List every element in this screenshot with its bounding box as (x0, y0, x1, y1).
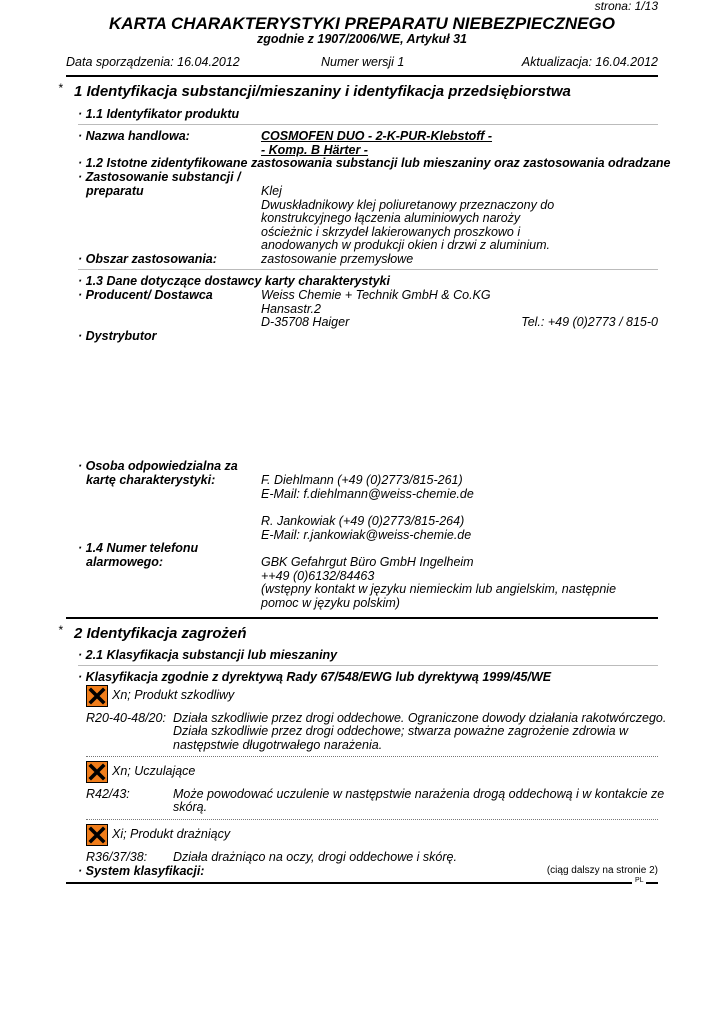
header-rule (66, 75, 658, 77)
use-value-line4: ościeżnic i skrzydeł lakierowanych proszkowo i (261, 225, 521, 239)
producer-label: · Producent/ Dostawca (78, 288, 213, 302)
distributor-label: · Dystrybutor (78, 329, 157, 343)
contact-1-email: E-Mail: f.diehlmann@weiss-chemie.de (261, 487, 474, 501)
contact-label-line2: kartę charakterystyki: (86, 473, 216, 487)
emergency-org: GBK Gefahrgut Büro GmbH Ingelheim (261, 555, 474, 569)
footer-rule-end (646, 882, 658, 884)
emergency-note-line2: pomoc w języku polskim) (261, 596, 400, 610)
risk-phrase-code: R36/37/38: (86, 850, 148, 864)
subsection-2-1: · 2.1 Klasyfikacja substancji lub mieszaniny (78, 648, 338, 662)
hazard-symbol-label: Xi; Produkt drażniący (112, 827, 231, 841)
risk-phrase-text: następstwie długotrwałego narażenia. (173, 738, 383, 752)
trade-name-line2: - Komp. B Härter - (261, 143, 368, 157)
section-changed-marker: * (58, 81, 63, 95)
area-label: · Obszar zastosowania: (78, 252, 217, 266)
language-code: PL (635, 877, 644, 884)
continued-note: (ciąg dalszy na stronie 2) (546, 865, 658, 876)
contact-1-name: F. Diehlmann (+49 (0)2773/815-261) (261, 473, 463, 487)
producer-street: Hansastr.2 (261, 302, 321, 316)
emergency-label-line1: · 1.4 Numer telefonu (78, 541, 199, 555)
harmful-x-icon (86, 761, 108, 783)
irritant-x-icon (86, 824, 108, 846)
use-label-line1: · Zastosowanie substancji / (78, 170, 241, 184)
risk-phrase-text: Działa drażniąco na oczy, drogi oddechowe i skórę. (173, 850, 457, 864)
hazard-symbol-label: Xn; Produkt szkodliwy (112, 688, 235, 702)
section-changed-marker: * (58, 623, 63, 637)
use-value-line1: Klej (261, 184, 282, 198)
document-subtitle: zgodnie z 1907/2006/WE, Artykuł 31 (256, 32, 468, 46)
risk-phrase-text: Działa szkodliwie przez drogi oddechowe; stwarza poważne zagrożenie zdrowia w (173, 724, 629, 738)
contact-2-name: R. Jankowiak (+49 (0)2773/815-264) (261, 514, 465, 528)
producer-city: D-35708 Haiger (261, 315, 350, 329)
subsection-1-2: · 1.2 Istotne zidentyfikowane zastosowania substancji lub mieszaniny oraz zastosowania odradzane (78, 156, 671, 170)
dotted-divider (86, 756, 658, 757)
risk-phrase-text: Działa szkodliwie przez drogi oddechowe. Ograniczone dowody działania rakotwórczego. (173, 711, 667, 725)
risk-phrase-text: skórą. (173, 800, 208, 814)
emergency-phone: ++49 (0)6132/84463 (261, 569, 375, 583)
area-value: zastosowanie przemysłowe (261, 252, 414, 266)
contact-label-line1: · Osoba odpowiedzialna za (78, 459, 238, 473)
section-2-title: 2 Identyfikacja zagrożeń (74, 625, 247, 642)
subsection-divider (78, 665, 658, 666)
emergency-note-line1: (wstępny kontakt w języku niemieckim lub angielskim, następnie (261, 582, 617, 596)
document-title: KARTA CHARAKTERYSTYKI PREPARATU NIEBEZPIECZNEGO (109, 14, 615, 33)
producer-name: Weiss Chemie + Technik GmbH & Co.KG (261, 288, 491, 302)
subsection-divider (78, 269, 658, 270)
classification-heading: · Klasyfikacja zgodnie z dyrektywą Rady 67/548/EWG lub dyrektywą 1999/45/WE (78, 670, 552, 684)
emergency-label-line2: alarmowego: (86, 555, 164, 569)
classification-system-label: · System klasyfikacji: (78, 864, 205, 878)
hazard-symbol-label: Xn; Uczulające (112, 764, 196, 778)
use-value-line2: Dwuskładnikowy klej poliuretanowy przeznaczony do (261, 198, 555, 212)
use-value-line3: konstrukcyjnego łączenia aluminiowych naroży (261, 211, 521, 225)
producer-phone: Tel.: +49 (0)2773 / 815-0 (521, 315, 658, 329)
subsection-1-1: · 1.1 Identyfikator produktu (78, 107, 240, 121)
risk-phrase-code: R42/43: (86, 787, 130, 801)
version-number: Numer wersji 1 (321, 55, 405, 69)
use-label-line2: preparatu (86, 184, 144, 198)
trade-name-line1: COSMOFEN DUO - 2-K-PUR-Klebstoff - (261, 129, 493, 143)
use-value-line5: anodowanych w produkcji okien i drzwi z aluminium. (261, 238, 551, 252)
subsection-divider (78, 124, 658, 125)
section-1-title: 1 Identyfikacja substancji/mieszaniny i identyfikacja przedsiębiorstwa (74, 83, 571, 100)
date-created: Data sporządzenia: 16.04.2012 (66, 55, 240, 69)
contact-2-email: E-Mail: r.jankowiak@weiss-chemie.de (261, 528, 472, 542)
risk-phrase-code: R20-40-48/20: (86, 711, 166, 725)
risk-phrase-text: Może powodować uczulenie w następstwie narażenia drogą oddechową i w kontakcie ze (173, 787, 665, 801)
update-date: Aktualizacja: 16.04.2012 (521, 55, 658, 69)
harmful-x-icon (86, 685, 108, 707)
subsection-1-3: · 1.3 Dane dotyczące dostawcy karty charakterystyki (78, 274, 390, 288)
footer-rule (66, 882, 632, 884)
section-rule (66, 617, 658, 619)
page-number: strona: 1/13 (594, 0, 658, 13)
trade-name-label: · Nazwa handlowa: (78, 129, 190, 143)
dotted-divider (86, 819, 658, 820)
